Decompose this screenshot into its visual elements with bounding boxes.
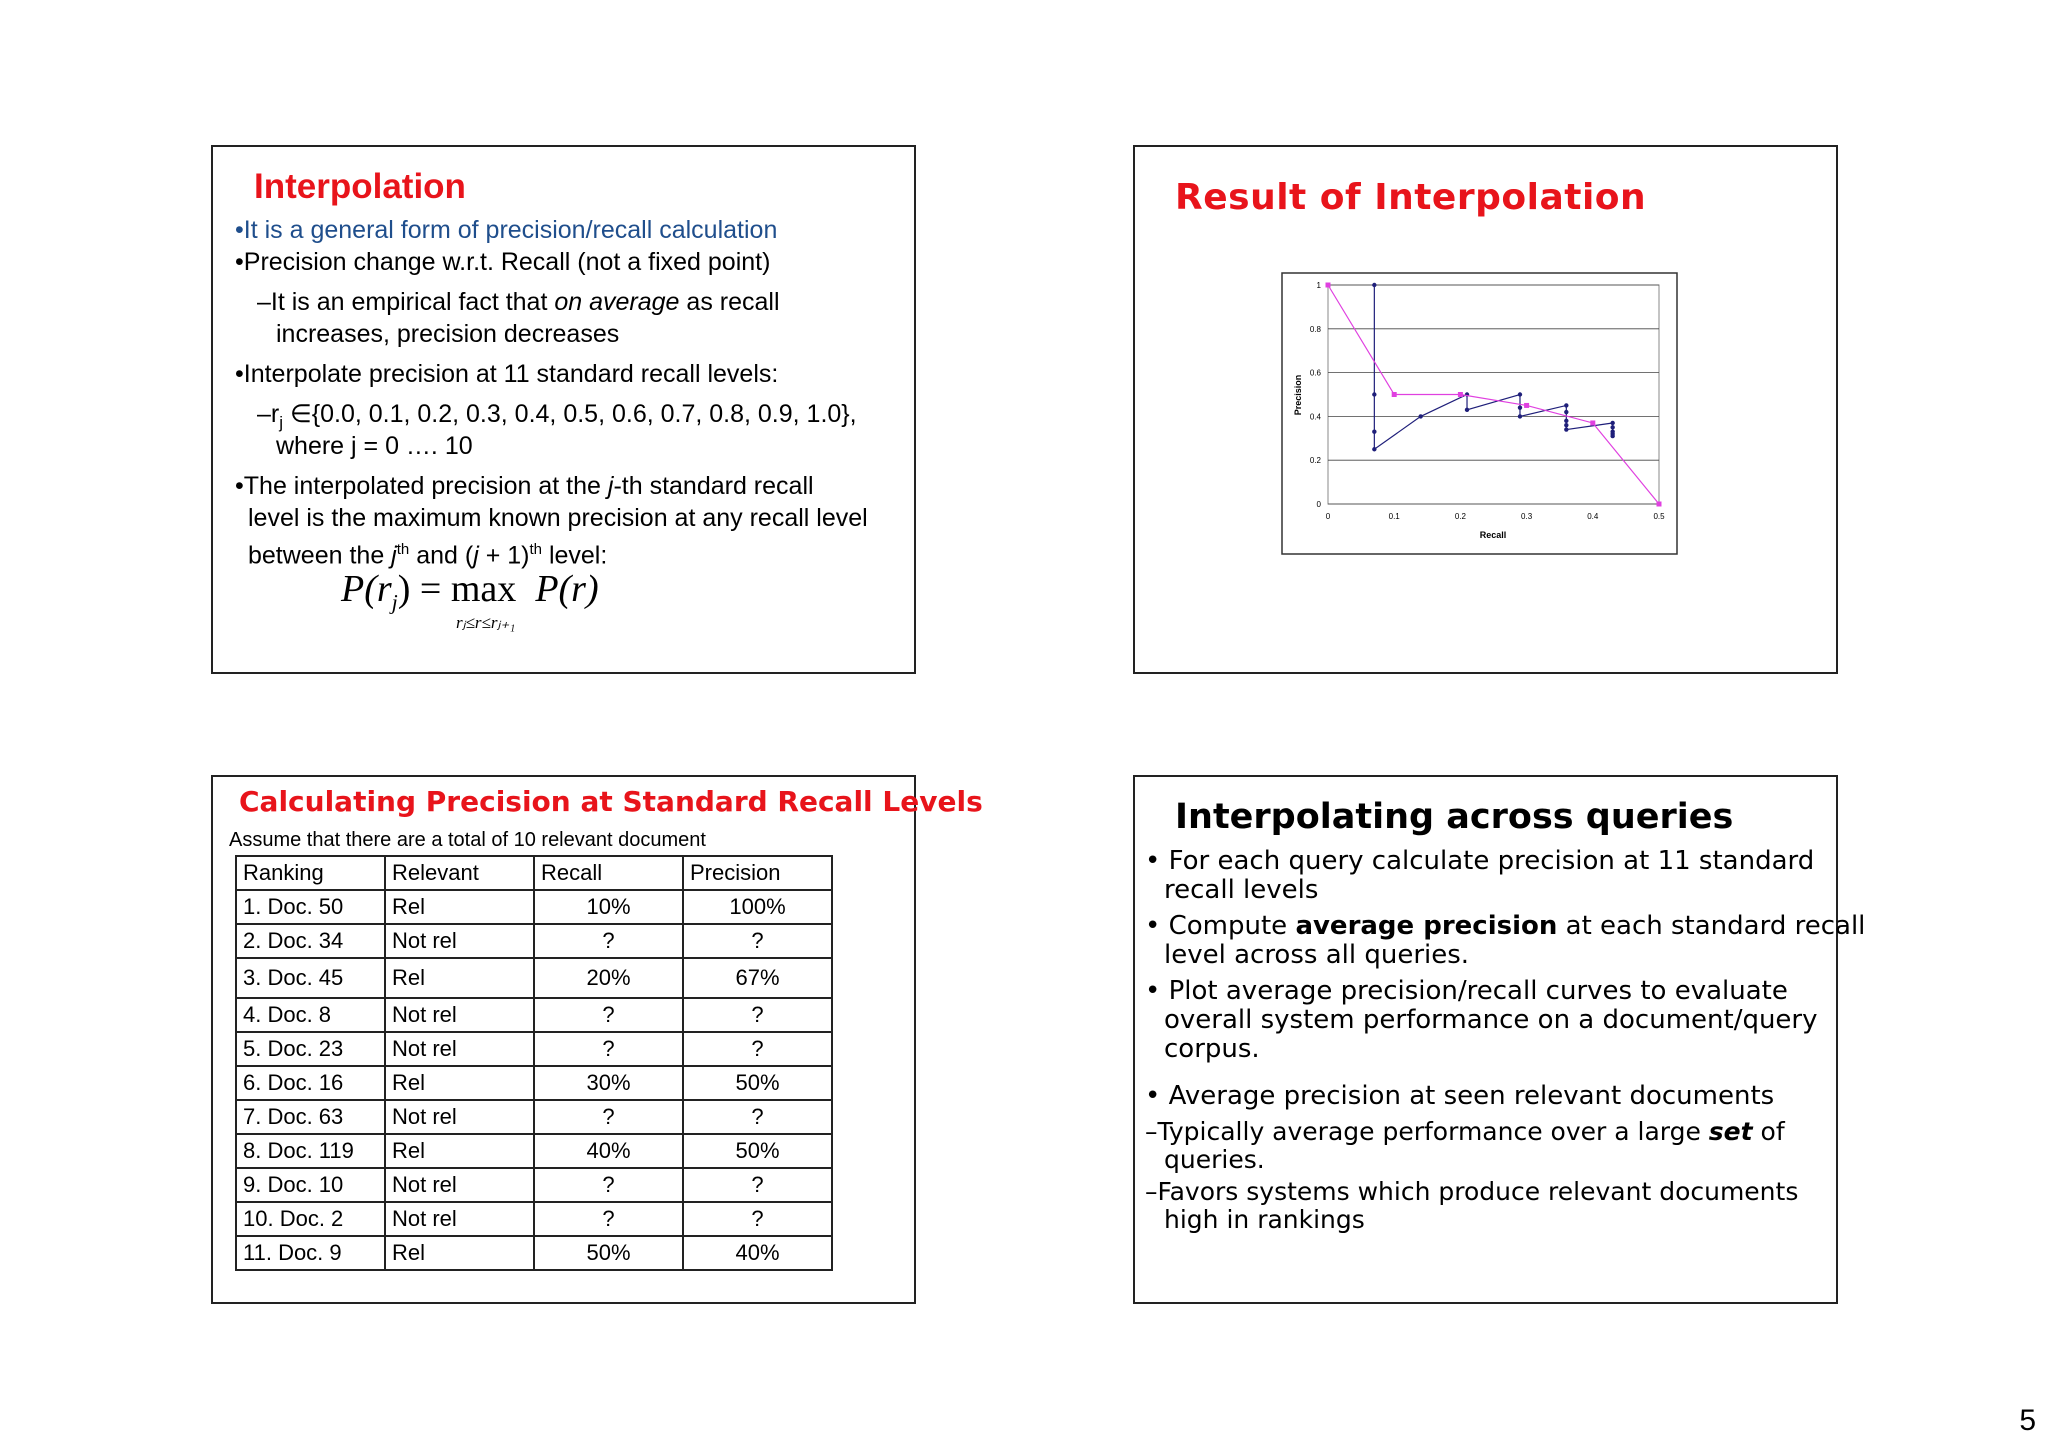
data-point-raw bbox=[1564, 403, 1568, 407]
data-point-interpolated bbox=[1458, 392, 1463, 397]
table-header-row bbox=[236, 856, 832, 890]
cell-ranking: 5. Doc. 23 bbox=[236, 1032, 385, 1066]
cell-relevant: Rel bbox=[385, 958, 534, 998]
data-point-raw bbox=[1372, 392, 1376, 396]
bullet-plot-curves-cont2: corpus. bbox=[1164, 1034, 1260, 1064]
slide-title: Interpolating across queries bbox=[1175, 797, 1734, 837]
cell-ranking: 4. Doc. 8 bbox=[236, 998, 385, 1032]
sub-bullet-recall-levels: $-r_j$ ∈{0.0, 0.1, 0.2, 0.3, 0.4, 0.5, 0.6, 0.7, 0.8, 0.9, 1.0}, bbox=[257, 400, 857, 432]
table-row bbox=[236, 1236, 832, 1270]
data-point-raw bbox=[1610, 434, 1614, 438]
formula: $P(r_j) = \max P(r)$ bbox=[341, 568, 599, 615]
header-precision: Precision bbox=[683, 856, 832, 890]
cell-recall: ? bbox=[534, 1032, 683, 1066]
cell-recall: ? bbox=[534, 1202, 683, 1236]
cell-ranking: 9. Doc. 10 bbox=[236, 1168, 385, 1202]
x-axis-label: Recall bbox=[1479, 530, 1507, 540]
sub-bullet-empirical: –It is an empirical fact that on average as recall bbox=[257, 288, 780, 316]
data-point-raw bbox=[1564, 427, 1568, 431]
data-point-interpolated bbox=[1590, 420, 1595, 425]
bullet-compute-average-cont: level across all queries. bbox=[1164, 940, 1470, 970]
cell-recall: ? bbox=[534, 924, 683, 958]
cell-relevant: Rel bbox=[385, 1066, 534, 1100]
x-tick-label: 0.3 bbox=[1521, 512, 1533, 521]
cell-precision: ? bbox=[683, 1032, 832, 1066]
cell-precision: 67% bbox=[683, 958, 832, 998]
data-point-raw bbox=[1418, 414, 1422, 418]
cell-precision: 100% bbox=[683, 890, 832, 924]
table-row bbox=[236, 890, 832, 924]
cell-ranking: 2. Doc. 34 bbox=[236, 924, 385, 958]
slide-interpolation bbox=[211, 145, 916, 674]
bullet-precision-change: •Precision change w.r.t. Recall (not a fixed point) bbox=[235, 248, 771, 276]
data-point-raw bbox=[1372, 283, 1376, 287]
data-point-raw bbox=[1564, 410, 1568, 414]
bullet-general-form: •It is a general form of precision/recall calculation bbox=[235, 216, 778, 244]
y-tick-label: 0.2 bbox=[1309, 456, 1321, 466]
slide-interpolating-across-queries bbox=[1133, 775, 1866, 1304]
cell-precision: ? bbox=[683, 1202, 832, 1236]
header-ranking: Ranking bbox=[236, 856, 385, 890]
formula-subscript: rⱼ≤r≤rⱼ₊₁ bbox=[456, 613, 516, 632]
slide-title: Calculating Precision at Standard Recall Levels bbox=[239, 785, 983, 818]
cell-recall: ? bbox=[534, 1168, 683, 1202]
data-point-interpolated bbox=[1326, 283, 1331, 288]
page-number: 5 bbox=[2019, 1404, 2036, 1437]
cell-ranking: 10. Doc. 2 bbox=[236, 1202, 385, 1236]
table-row bbox=[236, 1100, 832, 1134]
cell-relevant: Not rel bbox=[385, 998, 534, 1032]
cell-recall: 40% bbox=[534, 1134, 683, 1168]
cell-relevant: Not rel bbox=[385, 1100, 534, 1134]
cell-relevant: Not rel bbox=[385, 1202, 534, 1236]
table-row bbox=[236, 1032, 832, 1066]
bullet-interpolate: •Interpolate precision at 11 standard recall levels: bbox=[235, 360, 779, 388]
cell-ranking: 7. Doc. 63 bbox=[236, 1100, 385, 1134]
bullet-each-query-cont: recall levels bbox=[1164, 875, 1319, 905]
slide-title: Result of Interpolation bbox=[1175, 177, 1647, 218]
y-tick-label: 0.8 bbox=[1309, 324, 1321, 334]
cell-precision: 50% bbox=[683, 1134, 832, 1168]
cell-relevant: Not rel bbox=[385, 1168, 534, 1202]
x-tick-label: 0 bbox=[1325, 512, 1331, 521]
x-tick-label: 0.2 bbox=[1454, 512, 1466, 521]
bullet-interpolated-precision: •The interpolated precision at the j-th standard recall bbox=[235, 472, 814, 500]
bullet-plot-curves-cont: overall system performance on a document/query bbox=[1164, 1005, 1818, 1035]
cell-ranking: 6. Doc. 16 bbox=[236, 1066, 385, 1100]
data-point-raw bbox=[1465, 408, 1469, 412]
table-row bbox=[236, 1202, 832, 1236]
table-row bbox=[236, 1134, 832, 1168]
cell-ranking: 8. Doc. 119 bbox=[236, 1134, 385, 1168]
data-point-raw bbox=[1372, 447, 1376, 451]
cell-precision: ? bbox=[683, 1168, 832, 1202]
cell-relevant: Rel bbox=[385, 1236, 534, 1270]
cell-recall: 30% bbox=[534, 1066, 683, 1100]
slide-result-interpolation bbox=[1133, 145, 1838, 674]
data-point-interpolated bbox=[1657, 502, 1662, 507]
plot-area bbox=[1328, 285, 1659, 504]
cell-precision: ? bbox=[683, 924, 832, 958]
cell-recall: 50% bbox=[534, 1236, 683, 1270]
bullet-each-query: • For each query calculate precision at 11 standard bbox=[1145, 846, 1815, 876]
data-point-raw bbox=[1564, 423, 1568, 427]
cell-relevant: Not rel bbox=[385, 924, 534, 958]
header-recall: Recall bbox=[534, 856, 683, 890]
cell-ranking: 3. Doc. 45 bbox=[236, 958, 385, 998]
precision-recall-chart bbox=[1135, 147, 1840, 676]
cell-ranking: 11. Doc. 9 bbox=[236, 1236, 385, 1270]
bullet-interpolated-cont2: between the $j^{th}$ and $(j + 1)^{th}$ level: bbox=[248, 541, 608, 570]
x-tick-label: 0.1 bbox=[1388, 512, 1400, 521]
bullet-plot-curves: • Plot average precision/recall curves to evaluate bbox=[1145, 976, 1788, 1006]
table-row bbox=[236, 1066, 832, 1100]
table-row bbox=[236, 958, 832, 998]
cell-ranking: 1. Doc. 50 bbox=[236, 890, 385, 924]
data-point-raw bbox=[1564, 419, 1568, 423]
slide-title: Interpolation bbox=[254, 167, 466, 206]
y-tick-label: 0.4 bbox=[1309, 412, 1321, 422]
data-point-interpolated bbox=[1392, 392, 1397, 397]
y-tick-label: 1 bbox=[1316, 281, 1321, 290]
sub-bullet-where: where j = 0 …. 10 bbox=[276, 432, 473, 460]
cell-precision: 40% bbox=[683, 1236, 832, 1270]
data-point-raw bbox=[1518, 392, 1522, 396]
table-row bbox=[236, 1168, 832, 1202]
cell-precision: ? bbox=[683, 998, 832, 1032]
cell-recall: 10% bbox=[534, 890, 683, 924]
data-point-raw bbox=[1518, 405, 1522, 409]
sub-bullet-empirical-cont: increases, precision decreases bbox=[276, 320, 620, 348]
cell-recall: ? bbox=[534, 998, 683, 1032]
slide-calculating-precision bbox=[211, 775, 983, 1304]
sub-bullet-favors: –Favors systems which produce relevant documents bbox=[1145, 1177, 1799, 1206]
header-relevant: Relevant bbox=[385, 856, 534, 890]
y-axis-label: Precision bbox=[1293, 374, 1303, 416]
bullet-interpolated-cont: level is the maximum known precision at any recall level bbox=[248, 504, 868, 532]
x-tick-label: 0.4 bbox=[1587, 512, 1599, 521]
x-tick-label: 0.5 bbox=[1653, 512, 1665, 521]
cell-relevant: Rel bbox=[385, 890, 534, 924]
data-point-raw bbox=[1372, 430, 1376, 434]
bullet-compute-average: • Compute average precision at each standard recall bbox=[1145, 911, 1866, 941]
table-row bbox=[236, 924, 832, 958]
data-point-raw bbox=[1518, 414, 1522, 418]
y-tick-label: 0.6 bbox=[1309, 368, 1321, 378]
cell-relevant: Not rel bbox=[385, 1032, 534, 1066]
sub-bullet-favors-cont: high in rankings bbox=[1164, 1205, 1365, 1234]
y-tick-label: 0 bbox=[1316, 500, 1321, 509]
cell-precision: ? bbox=[683, 1100, 832, 1134]
precision-table bbox=[235, 855, 833, 1271]
data-point-interpolated bbox=[1524, 403, 1529, 408]
data-point-raw bbox=[1610, 421, 1614, 425]
cell-precision: 50% bbox=[683, 1066, 832, 1100]
cell-relevant: Rel bbox=[385, 1134, 534, 1168]
cell-recall: ? bbox=[534, 1100, 683, 1134]
sub-bullet-typically: –Typically average performance over a large set of bbox=[1145, 1117, 1785, 1146]
bullet-average-precision-seen: • Average precision at seen relevant documents bbox=[1145, 1081, 1775, 1111]
data-point-raw bbox=[1610, 425, 1614, 429]
cell-recall: 20% bbox=[534, 958, 683, 998]
sub-bullet-typically-cont: queries. bbox=[1164, 1145, 1265, 1174]
assumption-note: Assume that there are a total of 10 relevant document bbox=[229, 829, 706, 851]
table-row bbox=[236, 998, 832, 1032]
